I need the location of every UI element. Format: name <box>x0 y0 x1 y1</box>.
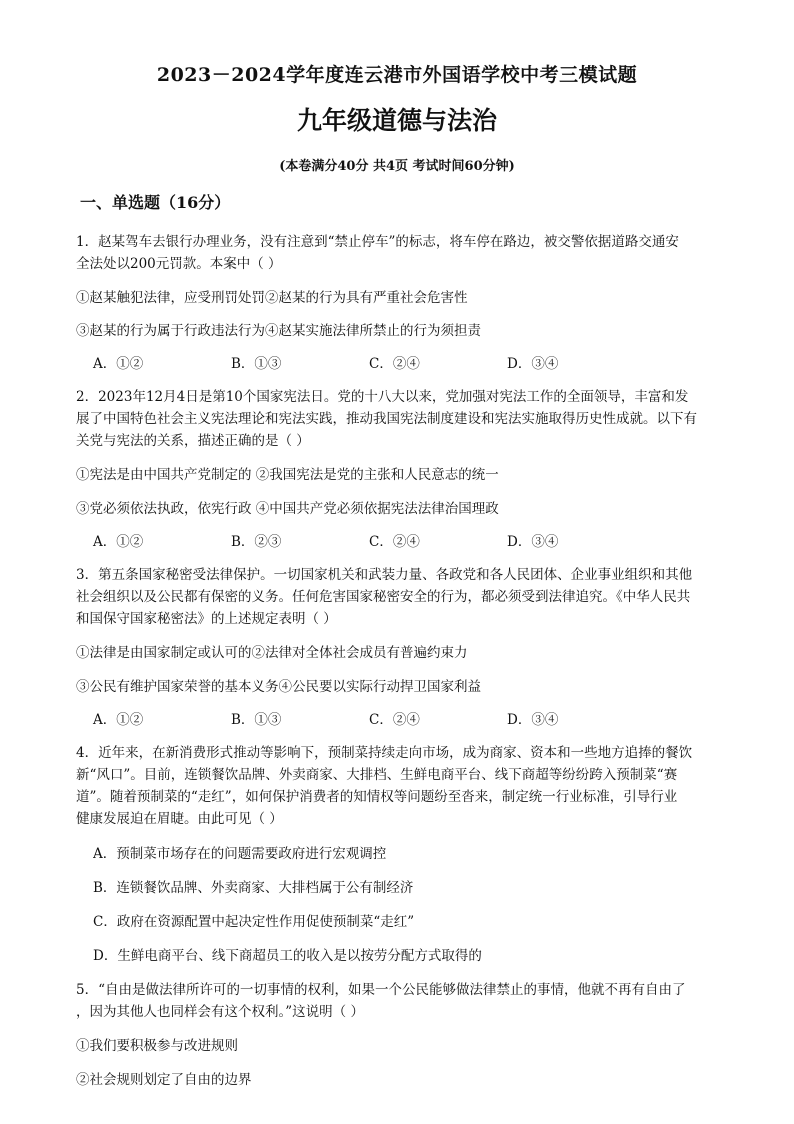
q3-option-c[interactable]: C．②④ <box>369 712 420 728</box>
q3-option-a[interactable]: A．①② <box>93 712 144 728</box>
q2-stem-line: 2．2023年12月4日是第10个国家宪法日。党的十八大以来，党加强对宪法工作的全面领导，丰富和发 <box>76 389 689 405</box>
q2-options <box>93 530 645 550</box>
q5-stem-line: ，因为其他人也同样会有这个权利。”这说明（ ） <box>76 1004 364 1020</box>
q1-options <box>93 352 645 372</box>
q3-stem-line: 社会组织以及公民都有保密的义务。任何危害国家秘密安全的行为，都必须受到法律追究。《中华人民共 <box>76 589 691 605</box>
q1-option-d[interactable]: D．③④ <box>507 356 559 372</box>
q5-stem-line: 5．“自由是做法律所许可的一切事情的权利，如果一个公民能够做法律禁止的事情，他就不再有自由了 <box>76 982 686 998</box>
q3-option-d[interactable]: D．③④ <box>507 712 559 728</box>
q4-stem-line: 健康发展迫在眉睫。由此可见（ ） <box>76 811 283 827</box>
exam-info: (本卷满分40分 共4页 考试时间60分钟) <box>279 159 515 174</box>
q4-stem-line: 4．近年来，在新消费形式推动等影响下，预制菜持续走向市场，成为商家、资本和一些地方追捧的餐饮 <box>76 745 693 761</box>
q2-option-d[interactable]: D．③④ <box>507 534 559 550</box>
q2-stem-line: 关党与宪法的关系，描述正确的是（ ） <box>76 433 310 449</box>
q4-stem-line: 新“风口”。目前，连锁餐饮品牌、外卖商家、大排档、生鲜电商平台、线下商超等纷纷跨入预制菜“赛 <box>76 767 678 783</box>
q4-choice-a[interactable]: A．预制菜市场存在的问题需要政府进行宏观调控 <box>93 846 387 862</box>
exam-title: 2023－2024学年度连云港市外国语学校中考三模试题 <box>156 64 638 86</box>
q2-statement: ①宪法是由中国共产党制定的 ②我国宪法是党的主张和人民意志的统一 <box>76 467 499 483</box>
section-title: 一、单选题（16分） <box>80 193 231 212</box>
q2-option-c[interactable]: C．②④ <box>369 534 420 550</box>
q1-option-a[interactable]: A．①② <box>93 356 144 372</box>
q4-choice-d[interactable]: D．生鲜电商平台、线下商超员工的收入是以按劳分配方式取得的 <box>93 948 482 964</box>
q3-options <box>93 708 645 728</box>
q4-choice-c[interactable]: C．政府在资源配置中起决定性作用促使预制菜“走红” <box>93 914 415 930</box>
q1-option-b[interactable]: B．①③ <box>231 356 282 372</box>
q3-option-b[interactable]: B．①③ <box>231 712 282 728</box>
q5-statement: ②社会规则划定了自由的边界 <box>76 1072 252 1088</box>
q4-choice-b[interactable]: B．连锁餐饮品牌、外卖商家、大排档属于公有制经济 <box>93 880 414 896</box>
q2-option-b[interactable]: B．②③ <box>231 534 282 550</box>
q3-statement: ③公民有维护国家荣誉的基本义务④公民要以实际行动捍卫国家利益 <box>76 679 481 695</box>
q3-stem-line: 3．第五条国家秘密受法律保护。一切国家机关和武装力量、各政党和各人民团体、企业事业组织和其他 <box>76 567 693 583</box>
q2-statement: ③党必须依法执政，依宪行政 ④中国共产党必须依据宪法法律治国理政 <box>76 501 499 517</box>
q3-statement: ①法律是由国家制定或认可的②法律对全体社会成员有普遍约束力 <box>76 645 468 661</box>
q1-statement: ③赵某的行为属于行政违法行为④赵某实施法律所禁止的行为须担责 <box>76 323 481 339</box>
q2-stem-line: 展了中国特色社会主义宪法理论和宪法实践，推动我国宪法制度建设和宪法实施取得历史性成就。以下有 <box>76 411 697 427</box>
q2-option-a[interactable]: A．①② <box>93 534 144 550</box>
q5-statement: ①我们要积极参与改进规则 <box>76 1038 238 1054</box>
q1-stem-line: 1．赵某驾车去银行办理业务，没有注意到“禁止停车”的标志，将车停在路边，被交警依据道路交通安 <box>76 234 679 250</box>
q1-statement: ①赵某触犯法律，应受刑罚处罚②赵某的行为具有严重社会危害性 <box>76 290 468 306</box>
q1-option-c[interactable]: C．②④ <box>369 356 420 372</box>
subject-title: 九年级道德与法治 <box>296 106 497 135</box>
q4-stem-line: 道”。随着预制菜的“走红”，如何保护消费者的知情权等问题纷至沓来，制定统一行业标准，引导行业 <box>76 789 678 805</box>
q3-stem-line: 和国保守国家秘密法》的上述规定表明（ ） <box>76 611 337 627</box>
q1-stem-line: 全法处以200元罚款。本案中（ ） <box>76 256 282 272</box>
